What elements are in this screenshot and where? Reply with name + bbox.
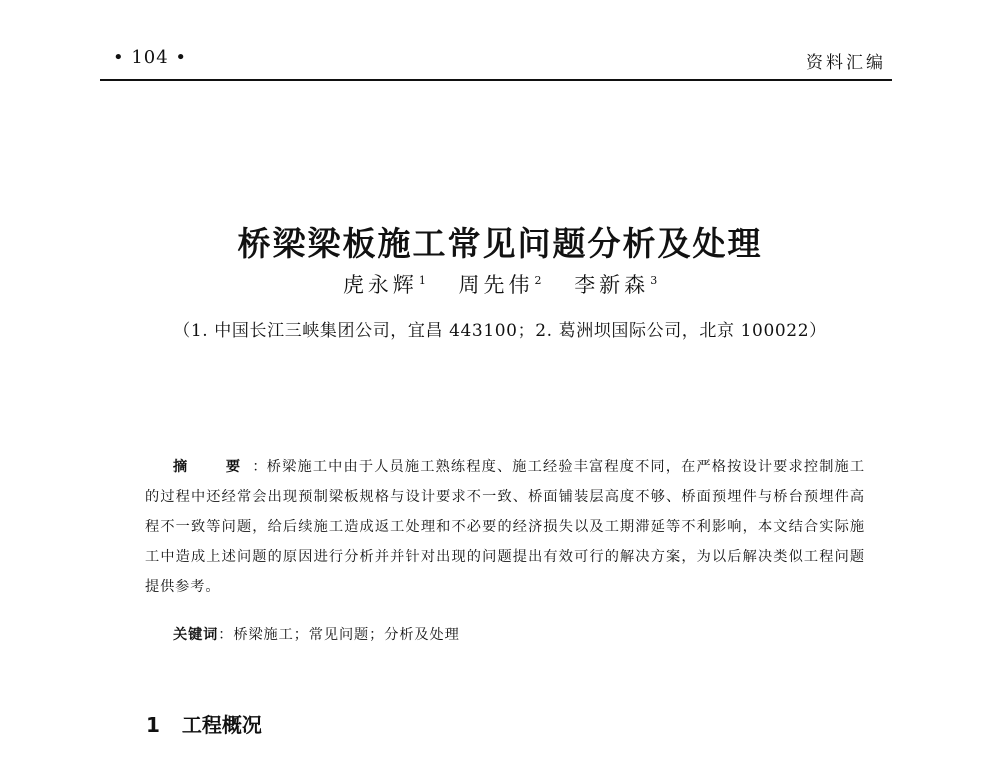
author-2 (459, 269, 542, 299)
abstract (145, 452, 865, 602)
header-rule (100, 79, 892, 81)
abstract-label-separator: ： (252, 459, 267, 475)
section-heading (146, 709, 262, 738)
affiliation-line: （1. 中国长江三峡集团公司，宜昌 443100；2. 葛洲坝国际公司，北京 100022） (173, 321, 827, 341)
keywords-text: 桥梁施工；常见问题；分析及处理 (233, 627, 460, 643)
author-name: 李新森 (574, 273, 650, 297)
author-1 (343, 269, 426, 299)
keywords (173, 624, 460, 644)
affiliation-mark: 2 (534, 274, 542, 287)
abstract-label: 摘 要 (173, 459, 253, 475)
abstract-text: 桥梁施工中由于人员施工熟练程度、施工经验丰富程度不同，在严格按设计要求控制施工的过程中还经常会出现预制梁板规格与设计要求不一致、桥面铺装层高度不够、桥面预埋件与桥台预埋件高程不一致等问题，给后续施工造成返工处理和不必要的经济损失以及工期滞延等不利影响，本文结合实际施工中造成上述问题的原因进行分析并并针对出现的问题提出有效可行的解决方案，为以后解决类似工程问题提供参考。 (145, 459, 865, 595)
article-title: 桥梁梁板施工常见问题分析及处理 (237, 224, 763, 264)
affiliation-mark: 1 (418, 274, 426, 287)
author-name: 周先伟 (458, 273, 534, 297)
running-header-section: 资料汇编 (806, 53, 886, 73)
affiliation-mark: 3 (650, 274, 658, 287)
author-3 (574, 269, 657, 299)
keywords-label-separator: ： (218, 627, 234, 643)
author-name: 虎永辉 (342, 273, 418, 297)
page-number: • 104 • (113, 47, 188, 68)
author-list (0, 269, 1000, 299)
section-number: 1 (146, 712, 160, 737)
section-title: 工程概况 (181, 712, 262, 737)
keywords-label: 关键词 (173, 627, 219, 643)
